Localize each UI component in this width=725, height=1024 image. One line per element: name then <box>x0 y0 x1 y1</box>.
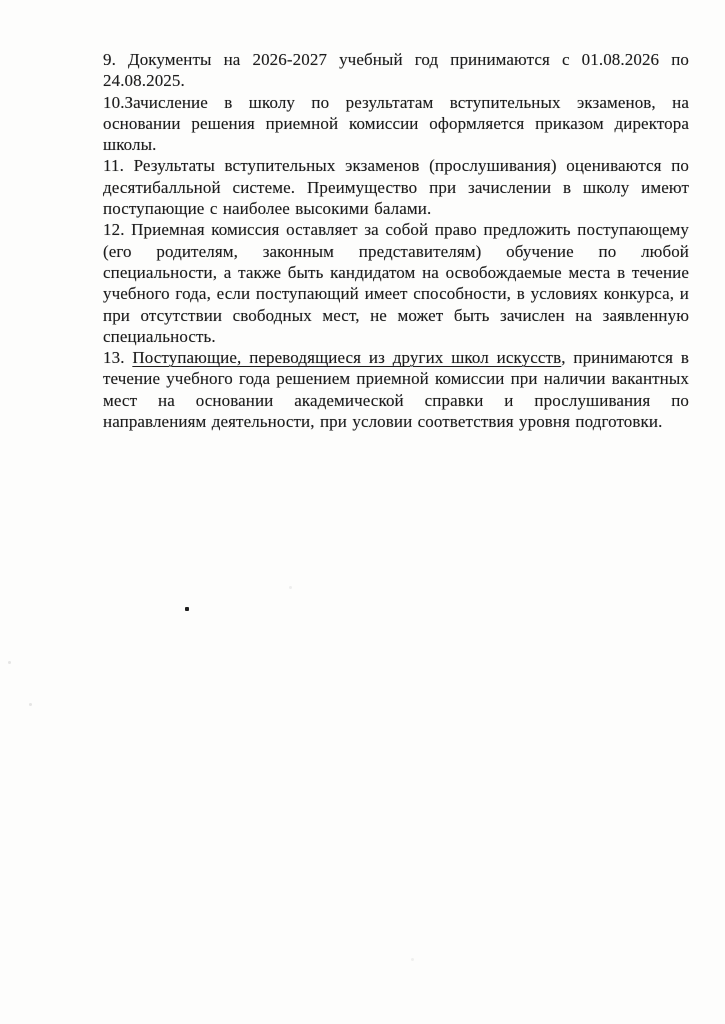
rule-item-13 <box>103 347 689 432</box>
rule-item-11: 11. Результаты вступительных экзаменов (прослушивания) оцениваются по десятибалльной системе. Преимущество при зачислении в школу имеют поступающие с наиболее высокими балами. <box>103 156 689 219</box>
rule-item-10: 10.Зачисление в школу по результатам вступительных экзаменов, на основании решения приемной комиссии оформляется приказом директора школы. <box>103 92 689 155</box>
scan-speck <box>411 958 414 961</box>
scan-speck <box>8 661 11 664</box>
scan-speck <box>289 586 292 589</box>
admission-rules-text <box>103 49 689 432</box>
rule-13-continuation: , принимаются в течение учебного года решением приемной комиссии при наличии вакантных мест на основании академической справки и прослушивания по направлениям деятельности, при условии соответствия уровня подготовки. <box>103 348 690 432</box>
rule-13-underlined-phrase: Поступающие, переводящиеся из других школ искусств <box>132 348 562 368</box>
rule-item-12: 12. Приемная комиссия оставляет за собой право предложить поступающему (его родителям, законным представителям) обучение по любой специальности, а также быть кандидатом на освобождаемые места в течение учебного года, если поступающий имеет способности, в условиях конкурса, и при отсутствии свободных мест, не может быть зачислен на заявленную специальность. <box>103 220 689 346</box>
rule-item-9: 9. Документы на 2026-2027 учебный год принимаются с 01.08.2026 по 24.08.2025. <box>103 50 689 91</box>
scan-ink-dot <box>185 607 189 611</box>
rule-13-number: 13. <box>103 348 133 368</box>
scan-speck <box>29 703 32 706</box>
